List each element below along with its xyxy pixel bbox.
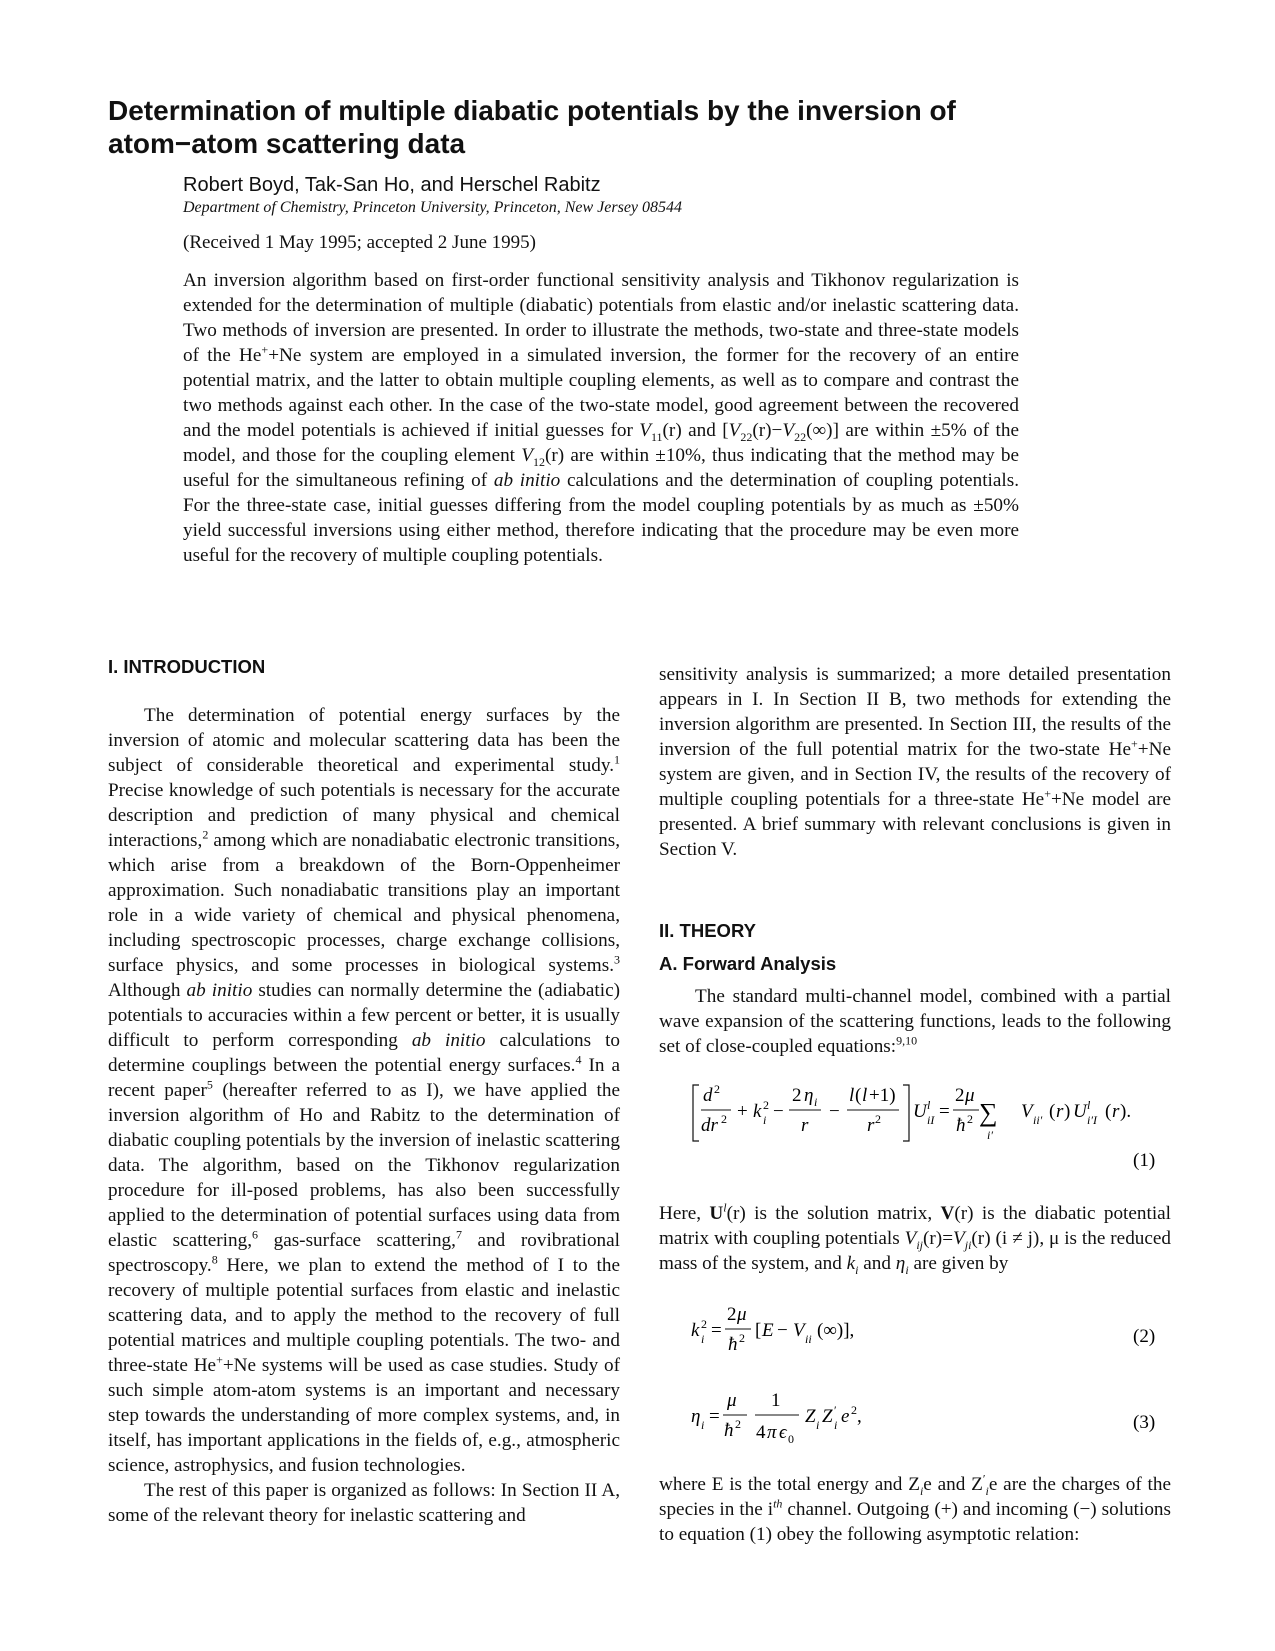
text: Here, [659, 1203, 710, 1224]
svg-text:4: 4 [756, 1422, 766, 1443]
text: sensitivity analysis is summarized; a more detailed presentation appears in I. In Section II B, two methods for extending the inversion algorithm are presented. In Section III, the results of the inversion of the full potential matrix for the two-state He [659, 664, 1171, 760]
superscript-plus: + [1131, 736, 1138, 751]
text: +Ne systems will be used as case studies. Study of such simple atom-atom systems is an important and necessary step towards the understanding of more complex systems, and, in itself, has important applications in the fields of, e.g., atmospheric science, astrophysics, and fusion technologies. [108, 1355, 620, 1476]
ab-initio: ab initio [493, 470, 561, 491]
svg-text:μ: μ [965, 1085, 975, 1106]
svg-text:π: π [767, 1422, 777, 1443]
text: The determination of potential energy surfaces by the inversion of atomic and molecular scattering data has been the subject of considerable theoretical and experimental study. [108, 705, 620, 776]
svg-text:2: 2 [721, 1112, 727, 1126]
abstract-text: are within ±10%, thus indicating that the method may be useful for the simultaneous refining of [183, 445, 1020, 491]
ref: 4 [575, 1052, 582, 1067]
math-V: V [521, 445, 533, 466]
svg-text:∑: ∑ [979, 1098, 998, 1127]
ref: 5 [206, 1077, 213, 1092]
svg-text:).: ). [1120, 1101, 1132, 1122]
math-prime: ′ [982, 1471, 986, 1486]
svg-text:ii′: ii′ [1033, 1113, 1043, 1127]
svg-text:r: r [867, 1115, 875, 1136]
svg-text:=: = [711, 1320, 722, 1341]
authors: Robert Boyd, Tak-San Ho, and Herschel Rabitz [183, 174, 601, 196]
equation-3-number: (3) [1133, 1412, 1156, 1433]
superscript-plus: + [216, 1352, 223, 1367]
svg-text:2: 2 [792, 1085, 802, 1106]
text: Here, we plan to extend the method of I to the recovery of multiple potential surfaces from elastic and inelastic scattering data, and to apply the method to the recovery of full potential matrices and multiple coupling potentials. The two- and three-state He [108, 1255, 620, 1376]
where-paragraph [659, 1472, 1171, 1547]
svg-text:=: = [939, 1101, 950, 1122]
math-V: V [782, 420, 795, 441]
svg-text:2: 2 [714, 1082, 720, 1096]
equation-2 [659, 1298, 1171, 1362]
ref: 1 [614, 752, 620, 767]
svg-text:η: η [691, 1406, 701, 1427]
math-U: U [709, 1203, 724, 1224]
math-sub: i [985, 1483, 989, 1498]
svg-text:): ) [1064, 1101, 1071, 1122]
equation-3 [659, 1382, 1171, 1452]
math-sub: 22 [740, 429, 753, 444]
text: The standard multi-channel model, combined with a partial wave expansion of the scattering functions, leads to the following set of close-coupled equations: [659, 986, 1171, 1057]
svg-text:d: d [703, 1085, 713, 1106]
svg-text:l: l [1087, 1098, 1091, 1112]
svg-text:k: k [753, 1101, 762, 1122]
svg-text:η: η [804, 1085, 814, 1106]
svg-text:ϵ: ϵ [779, 1422, 787, 1443]
svg-text:r: r [1056, 1101, 1064, 1122]
abstract-text: ] are within ±5% of the model, and those for the coupling element [183, 420, 1019, 466]
math-V: V [940, 1203, 955, 1224]
svg-text:ħ: ħ [724, 1420, 734, 1441]
svg-text:(: ( [855, 1085, 862, 1106]
paper-title: Determination of multiple diabatic potentials by the inversion of atom−atom scattering data [108, 95, 956, 159]
text: channel. Outgoing (+) and incoming (−) solutions to equation (1) obey the following asymptotic relation: [659, 1499, 1171, 1545]
ab-initio: ab initio [186, 980, 253, 1001]
ref: 7 [455, 1227, 462, 1242]
math-sub: ij [916, 1237, 924, 1252]
math-l: l [723, 1200, 727, 1215]
svg-text:i: i [763, 1113, 767, 1127]
text: +Ne system are given, and in Section IV, the results of the recovery of multiple coupling potentials for a three-state He [659, 739, 1171, 810]
svg-text:U: U [913, 1101, 927, 1122]
superscript-plus: + [261, 342, 269, 357]
math-V: V [904, 1228, 917, 1249]
text: and rovibrational spectroscopy. [108, 1230, 620, 1276]
abstract-text: +Ne system are employed in a simulated inversion, the former for the recovery of an entire potential matrix, and the latter to obtain multiple coupling elements, as well as to compare and contrast the two methods against each other. In the case of the two-state model, good agreement between the recovered and the model potentials is achieved if initial guesses for [183, 345, 1019, 441]
ref: 6 [252, 1227, 258, 1242]
right-paragraph-1 [659, 662, 1171, 862]
abstract-text: calculations and the determination of coupling potentials. For the three-state case, initial guesses differing from the model coupling potentials by as much as ±50% yield successful inversions using either method, therefore indicating that the procedure may be even more useful for the recovery of multiple coupling potentials. [183, 470, 1020, 566]
svg-text:+: + [737, 1101, 748, 1122]
svg-text:(: ( [1049, 1101, 1056, 1122]
section-heading-introduction: I. INTRODUCTION [108, 656, 266, 677]
math-sub: i [919, 1483, 924, 1498]
svg-text:2: 2 [967, 1112, 973, 1126]
svg-text:−: − [829, 1101, 840, 1122]
svg-text:e: e [841, 1406, 850, 1427]
text: are given by [908, 1253, 1009, 1274]
text: +Ne model are presented. A brief summary with relevant conclusions is given in Section V. [659, 789, 1172, 860]
svg-text:+1): +1) [869, 1085, 896, 1106]
svg-text:i: i [816, 1418, 820, 1432]
math-eta: η [895, 1253, 906, 1274]
text: (hereafter referred to as I), we have applied the inversion algorithm of Ho and Rabitz to the determination of diabatic coupling potentials by the inversion of inelastic scattering data. The algorithm, based on the Tikhonov regularization procedure for ill-posed problems, has also been successfully applied to the determination of potential surfaces using data from elastic scattering, [108, 1080, 620, 1251]
svg-text:(∞)],: (∞)], [817, 1320, 855, 1341]
svg-text:l: l [927, 1098, 931, 1112]
text: gas-surface scattering, [258, 1230, 456, 1251]
math-r: (r) [954, 1203, 974, 1224]
svg-text:[: [ [755, 1320, 762, 1341]
svg-text:,: , [857, 1406, 862, 1427]
text: , μ is the reduced mass of the system, and [659, 1228, 1172, 1274]
math-r: (r) [752, 420, 772, 441]
svg-text:i′: i′ [987, 1128, 993, 1142]
math-sub: i [855, 1262, 859, 1277]
svg-text:−: − [773, 1101, 784, 1122]
svg-text:r: r [801, 1115, 809, 1136]
svg-text:μ: μ [737, 1304, 747, 1325]
abstract [183, 268, 1019, 568]
svg-text:i: i [814, 1095, 818, 1109]
svg-text:i: i [701, 1332, 705, 1346]
math-minus: − [771, 420, 783, 441]
svg-text:0: 0 [788, 1432, 794, 1446]
text: Precise knowledge of such potentials is necessary for the accurate description and prediction of many physical and chemical interactions, [108, 780, 620, 851]
text: and [858, 1253, 896, 1274]
svg-text:U: U [1073, 1101, 1087, 1122]
received-dates: (Received 1 May 1995; accepted 2 June 1995) [183, 232, 536, 253]
text: In a recent paper [108, 1055, 621, 1101]
text: among which are nonadiabatic electronic transitions, which arise from a breakdown of the Born-Oppenheimer approximation. Such nonadiabatic transitions play an important role in a wide variety of chemical and physical phenomena, including spectroscopic processes, charge exchange collisions, surface physics, and some processes in biological systems. [108, 830, 620, 976]
svg-text:l: l [862, 1085, 868, 1106]
math-r: (r) [923, 1228, 943, 1249]
ab-initio: ab initio [411, 1030, 486, 1051]
math-V: V [728, 420, 741, 441]
math-r: (r) [544, 445, 565, 466]
svg-text:i: i [701, 1418, 705, 1432]
svg-text:2: 2 [851, 1403, 857, 1417]
svg-text:i′I: i′I [1087, 1113, 1097, 1127]
math-k: k [846, 1253, 856, 1274]
svg-text:E: E [762, 1320, 774, 1341]
math-inf: (∞) [806, 420, 833, 441]
text: Although [108, 980, 187, 1001]
abstract-text: An inversion algorithm based on first-order functional sensitivity analysis and Tikhonov regularization is extended for the determination of multiple (diabatic) potentials from elastic and/or inelastic scattering data. Two methods of inversion are presented. In order to illustrate the methods, two-state and three-state models of the He [183, 270, 1019, 366]
text: calculations to determine couplings between the potential energy surfaces. [108, 1030, 620, 1076]
svg-text:ii: ii [805, 1332, 812, 1346]
svg-text:Z: Z [822, 1406, 833, 1427]
svg-text:2: 2 [955, 1085, 965, 1106]
svg-text:=: = [709, 1406, 720, 1427]
svg-text:2: 2 [763, 1098, 769, 1112]
text: e and Z [923, 1474, 983, 1495]
forward-paragraph [659, 984, 1171, 1059]
ref: 3 [614, 952, 620, 967]
svg-text:−: − [777, 1320, 788, 1341]
svg-text:Z: Z [805, 1406, 816, 1427]
here-paragraph [659, 1201, 1171, 1276]
affiliation: Department of Chemistry, Princeton University, Princeton, New Jersey 08544 [183, 199, 683, 216]
equation-1-number: (1) [1133, 1150, 1156, 1171]
svg-text:(: ( [1105, 1101, 1112, 1122]
intro-paragraph-1 [108, 703, 620, 1478]
abstract-text: and [ [681, 420, 729, 441]
svg-text:2: 2 [739, 1331, 745, 1345]
svg-text:i: i [834, 1418, 838, 1432]
ref: 9,10 [896, 1033, 918, 1048]
ref: 8 [211, 1252, 218, 1267]
text: is the solution matrix, [745, 1203, 941, 1224]
svg-text:2: 2 [875, 1112, 881, 1126]
equation-2-number: (2) [1133, 1326, 1156, 1347]
svg-text:1: 1 [771, 1390, 781, 1411]
equation-1 [659, 1079, 1171, 1179]
text: studies can normally determine the (adiabatic) potentials to accuracies within a few percent or better, it is usually difficult to perform corresponding [108, 980, 620, 1051]
left-column [108, 654, 620, 1528]
svg-text:2: 2 [727, 1304, 737, 1325]
svg-text:μ: μ [727, 1390, 737, 1411]
math-equals: = [942, 1228, 954, 1249]
text: e are the charges of the species in the i [659, 1474, 1171, 1520]
svg-text:r: r [1112, 1101, 1120, 1122]
math-r: (r) [726, 1203, 746, 1224]
math-V: V [639, 420, 651, 441]
svg-text:′: ′ [834, 1403, 837, 1417]
superscript-th: th [773, 1496, 783, 1511]
svg-text:V: V [793, 1320, 805, 1341]
svg-text:k: k [691, 1320, 700, 1341]
svg-text:iI: iI [927, 1113, 935, 1127]
math-sub: 12 [532, 454, 545, 469]
math-sub: ji [964, 1237, 972, 1252]
math-sub: i [905, 1262, 909, 1277]
svg-text:ħ: ħ [956, 1115, 966, 1136]
right-column [659, 662, 1171, 1547]
text: is the diabatic potential matrix with coupling potentials [659, 1203, 1171, 1249]
svg-text:V: V [1021, 1101, 1033, 1122]
math-sub: 11 [650, 429, 663, 444]
svg-text:ħ: ħ [728, 1334, 738, 1355]
subsection-heading-forward: A. Forward Analysis [659, 953, 837, 974]
math-r: (r) [662, 420, 682, 441]
text: where E is the total energy and Z [659, 1474, 920, 1495]
svg-text:2: 2 [735, 1417, 741, 1431]
intro-paragraph-2: The rest of this paper is organized as follows: In Section II A, some of the relevant theory for inelastic scattering and [108, 1480, 620, 1526]
ref: 2 [202, 827, 209, 842]
svg-text:dr: dr [701, 1115, 718, 1136]
math-sub: 22 [794, 429, 807, 444]
section-heading-theory: II. THEORY [659, 920, 756, 941]
math-r: (r) [971, 1228, 991, 1249]
math-V: V [953, 1228, 965, 1249]
svg-text:l: l [849, 1085, 855, 1106]
superscript-plus: + [1044, 786, 1051, 801]
math-ineq: (i ≠ j) [995, 1228, 1040, 1249]
svg-text:2: 2 [701, 1317, 707, 1331]
